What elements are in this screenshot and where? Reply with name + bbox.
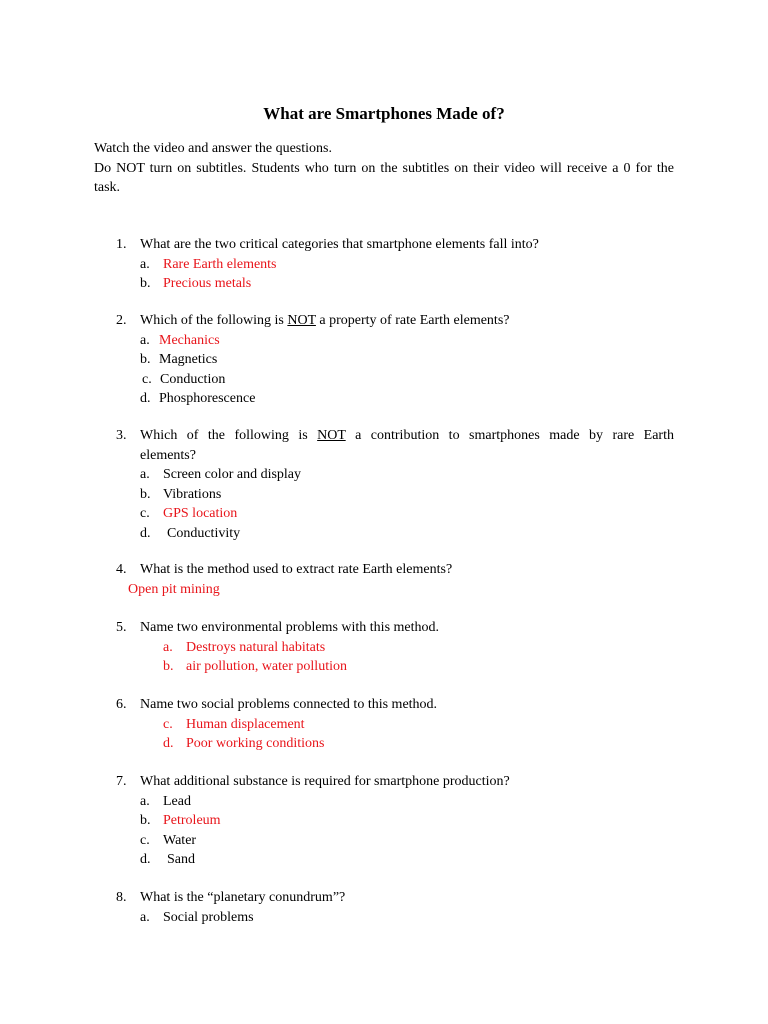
question-2	[116, 311, 674, 409]
question-4	[116, 560, 674, 599]
option-text: Phosphorescence	[159, 391, 256, 406]
option-letter: d.	[140, 852, 151, 867]
option	[116, 465, 674, 485]
option-text: Petroleum	[163, 813, 221, 828]
question-text: Which of the following is NOT a property of rate Earth elements?	[140, 313, 510, 328]
question-text: What is the “planetary conundrum”?	[140, 890, 346, 905]
option-letter: b.	[163, 659, 174, 674]
option-letter: a.	[163, 639, 173, 655]
emphasis-not: NOT	[317, 428, 346, 443]
option-letter: c.	[140, 506, 150, 521]
option-letter: d.	[163, 736, 174, 751]
option-letter: c.	[140, 832, 150, 848]
option	[116, 638, 674, 658]
option	[116, 850, 674, 870]
question-number: 4.	[116, 562, 127, 577]
question-8	[116, 888, 674, 927]
option-text: Precious metals	[163, 276, 252, 291]
option	[116, 389, 674, 409]
option	[116, 370, 674, 390]
question-text: What is the method used to extract rate Earth elements?	[140, 562, 453, 577]
question-number: 3.	[116, 428, 127, 443]
question-1	[116, 235, 674, 294]
option-letter: a.	[140, 332, 150, 348]
option	[116, 504, 674, 524]
option-letter: b.	[140, 486, 151, 502]
option	[116, 485, 674, 505]
document-title: What are Smartphones Made of?	[263, 104, 505, 123]
question-6	[116, 695, 674, 754]
option	[116, 734, 674, 754]
question-number: 8.	[116, 890, 127, 905]
option-letter: a.	[140, 467, 150, 482]
option-text: air pollution, water pollution	[186, 659, 347, 674]
option	[116, 350, 674, 370]
option	[116, 811, 674, 831]
question-3	[116, 426, 674, 543]
option-letter: c.	[142, 371, 152, 387]
question-number: 2.	[116, 313, 127, 328]
question-text: Which of the following is NOT a contribution to smartphones made by rare Earth elements?	[140, 428, 674, 463]
option-letter: c.	[163, 716, 173, 732]
option-letter: b.	[140, 276, 151, 291]
option	[116, 792, 674, 812]
option-text: Lead	[163, 793, 191, 809]
question-number: 6.	[116, 697, 127, 712]
option-letter: a.	[140, 909, 150, 925]
option-text: Mechanics	[159, 332, 220, 348]
option-text: Conduction	[160, 371, 226, 387]
option	[116, 657, 674, 677]
option	[116, 524, 674, 544]
option-letter: d.	[140, 391, 151, 406]
option-letter: d.	[140, 525, 151, 541]
option-text: Poor working conditions	[186, 736, 325, 751]
question-text: What are the two critical categories that smartphone elements fall into?	[140, 237, 539, 252]
option-text: Vibrations	[163, 486, 222, 502]
question-5	[116, 618, 674, 677]
option-letter: a.	[140, 793, 150, 809]
option-text: GPS location	[163, 506, 238, 521]
option	[116, 831, 674, 851]
question-number: 1.	[116, 237, 127, 252]
question-number: 7.	[116, 774, 127, 789]
option-text: Destroys natural habitats	[186, 639, 326, 655]
option-text: Conductivity	[167, 525, 241, 541]
instruction-line: Do NOT turn on subtitles. Students who turn on the subtitles on their video will receive a 0 for the task.	[94, 160, 674, 195]
option-text: Magnetics	[159, 352, 218, 367]
option-letter: a.	[140, 256, 150, 272]
question-number: 5.	[116, 620, 127, 635]
instruction-line: Watch the video and answer the questions.	[94, 141, 332, 156]
question-7	[116, 772, 674, 870]
option-text: Water	[163, 832, 197, 848]
question-text: Name two social problems connected to this method.	[140, 697, 438, 712]
option	[116, 331, 674, 351]
emphasis-not: NOT	[287, 313, 316, 328]
option-letter: b.	[140, 352, 151, 367]
option	[116, 255, 674, 275]
option-text: Sand	[167, 852, 195, 867]
question-text: What additional substance is required for smartphone production?	[140, 774, 510, 789]
option-text: Rare Earth elements	[163, 256, 277, 272]
option	[116, 715, 674, 735]
option	[116, 908, 674, 928]
question-text: Name two environmental problems with this method.	[140, 620, 440, 635]
instructions	[94, 139, 674, 198]
option-text: Screen color and display	[163, 467, 302, 482]
option-letter: b.	[140, 813, 151, 828]
option-text: Human displacement	[186, 716, 305, 732]
answer-text: Open pit mining	[128, 581, 220, 597]
option-text: Social problems	[163, 909, 254, 925]
option	[116, 274, 674, 294]
